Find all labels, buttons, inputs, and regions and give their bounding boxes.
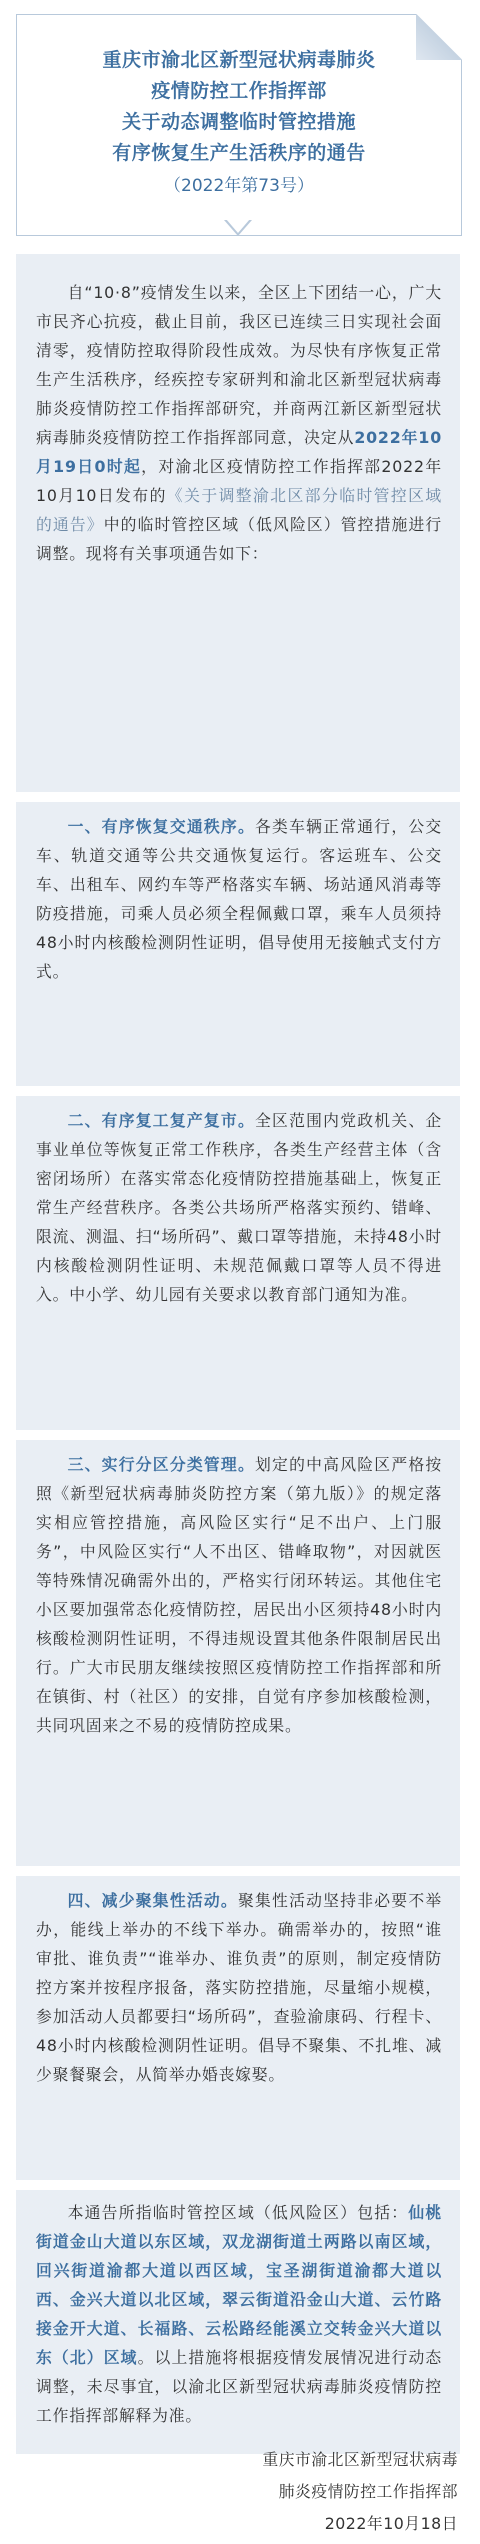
section-divider <box>16 1430 460 1440</box>
notice-title <box>17 45 461 201</box>
section-4-text: 聚集性活动坚持非必要不举办，能线上举办的不线下举办。确需举办的，按照“谁审批、谁负责”“谁举办、谁负责”的原则，制定疫情防控方案并按程序报备，落实防控措施，尽量缩小规模，参加活动人员都要扫“场所码”，查验渝康码、行程卡、48小时内核酸检测阴性证明。倡导不聚集、不扎堆、减少聚餐聚会，从简举办婚丧嫁娶。 <box>36 1891 442 2084</box>
effective-date: 2022年10月19日0时起 <box>36 428 442 476</box>
intro-text-3: 中的临时管控区域（低风险区）管控措施进行调整。现将有关事项通告如下： <box>36 515 442 563</box>
notice-number: （2022年第73号） <box>164 176 314 196</box>
section-4 <box>36 1886 442 2089</box>
title-line-1: 重庆市渝北区新型冠状病毒肺炎 <box>102 49 376 71</box>
title-line-2: 疫情防控工作指挥部 <box>151 80 327 102</box>
signature-org-line-1: 重庆市渝北区新型冠状病毒 <box>262 2450 458 2469</box>
signature-org-line-2: 肺炎疫情防控工作指挥部 <box>278 2482 458 2501</box>
section-1-text: 各类车辆正常通行，公交车、轨道交通等公共交通恢复运行。客运班车、公交车、出租车、网约车等严格落实车辆、场站通风消毒等防疫措施，司乘人员必须全程佩戴口罩，乘车人员须持48小时内核酸检测阴性证明，倡导使用无接触式支付方式。 <box>36 817 442 981</box>
notice-body <box>16 254 460 2454</box>
section-1-heading: 一、有序恢复交通秩序。 <box>67 817 256 836</box>
section-divider <box>16 1086 460 1096</box>
section-3 <box>36 1450 442 1740</box>
referenced-notice: 《关于调整渝北区部分临时管控区域的通告》 <box>36 486 442 534</box>
control-area-list: 仙桃街道金山大道以东区域，双龙湖街道土两路以南区域，回兴街道渝都大道以西区域，宝圣湖街道渝都大道以西、金兴大道以北区域，翠云街道沿金山大道、云竹路接金开大道、长福路、云松路经能溪立交转金兴大道以东（北）区域 <box>36 2203 442 2367</box>
section-divider <box>16 792 460 802</box>
closing-text-1: 本通告所指临时管控区域（低风险区）包括： <box>67 2203 409 2222</box>
title-line-3: 关于动态调整临时管控措施 <box>121 111 356 133</box>
section-3-text: 划定的中高风险区严格按照《新型冠状病毒肺炎防控方案（第九版）》的规定落实相应管控措施，高风险区实行“足不出户、上门服务”，中风险区实行“人不出区、错峰取物”，对因就医等特殊情况确需外出的，严格实行闭环转运。其他住宅小区要加强常态化疫情防控，居民出小区须持48小时内核酸检测阴性证明，不得违规设置其他条件限制居民出行。广大市民朋友继续按照区疫情防控工作指挥部和所在镇街、村（社区）的安排，自觉有序参加核酸检测，共同巩固来之不易的疫情防控成果。 <box>36 1455 442 1735</box>
section-2-text: 全区范围内党政机关、企事业单位等恢复正常工作秩序，各类生产经营主体（含密闭场所）在落实常态化疫情防控措施基础上，恢复正常生产经营秩序。各类公共场所严格落实预约、错峰、限流、测温、扫“场所码”、戴口罩等措施，未持48小时内核酸检测阴性证明、未规范佩戴口罩等人员不得进入。中小学、幼儿园有关要求以教育部门通知为准。 <box>36 1111 442 1304</box>
section-divider <box>16 1866 460 1876</box>
section-2-heading: 二、有序复工复产复市。 <box>67 1111 256 1130</box>
section-1 <box>36 812 442 986</box>
signature-block <box>262 2444 458 2540</box>
section-2 <box>36 1106 442 1309</box>
intro-paragraph <box>36 278 442 568</box>
header-pointer-inner <box>226 219 250 233</box>
closing-paragraph <box>36 2198 442 2430</box>
section-3-heading: 三、实行分区分类管理。 <box>67 1455 256 1474</box>
intro-text-1: 自“10·8”疫情发生以来，全区上下团结一心，广大市民齐心抗疫，截止目前，我区已连续三日实现社会面清零，疫情防控取得阶段性成效。为尽快有序恢复正常生产生活秩序，经疾控专家研判和渝北区新型冠状病毒肺炎疫情防控工作指挥部研究，并商两江新区新型冠状病毒肺炎疫情防控工作指挥部同意，决定从 <box>36 283 442 447</box>
closing-text-2: 。以上措施将根据疫情发展情况进行动态调整，未尽事宜，以渝北区新型冠状病毒肺炎疫情防控工作指挥部解释为准。 <box>36 2348 442 2425</box>
title-line-4: 有序恢复生产生活秩序的通告 <box>112 142 366 164</box>
section-divider <box>16 2180 460 2190</box>
intro-text-2: ，对渝北区疫情防控工作指挥部2022年10月10日发布的 <box>36 457 442 505</box>
signature-date: 2022年10月18日 <box>324 2514 458 2533</box>
notice-header-card <box>16 14 462 236</box>
section-4-heading: 四、减少聚集性活动。 <box>67 1891 238 1910</box>
